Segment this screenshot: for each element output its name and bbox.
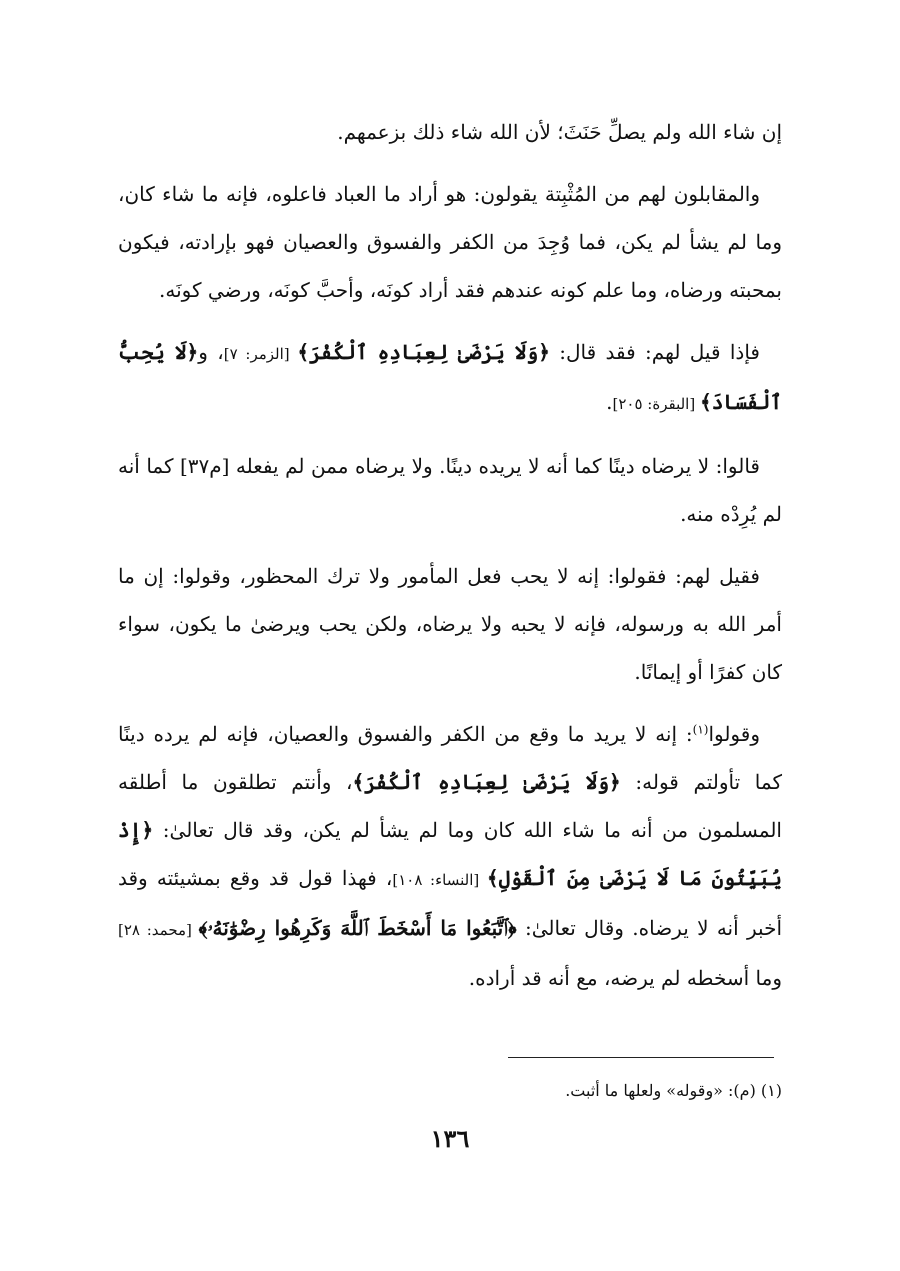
paragraph-4: قالوا: لا يرضاه دينًا كما أنه لا يريده دينًا. ولا يرضاه ممن لم يفعله [م٣٧] كما أنه لم يُرِدْه منه.	[118, 454, 782, 526]
paragraph-3-lead: فإذا قيل لهم: فقد قال:	[549, 340, 760, 364]
quran-verse-muhammad: ﴿ٱتَّبَعُوا مَا أَسْخَطَ ٱللَّهَ وَكَرِهُوا رِضْوَٰنَهُۥ﴾	[198, 916, 517, 940]
footnote-divider	[508, 1057, 774, 1058]
paragraph-3	[118, 328, 782, 428]
verse-reference-zumar: [الزمر: ٧]	[223, 345, 298, 363]
paragraph-6-lead: وقولوا	[708, 722, 760, 746]
paragraph-3-mid: ، و	[198, 340, 224, 364]
quran-verse-nisa: ﴿إِذْ يُبَيِّتُونَ مَا لَا يَرْضَىٰ مِنَ ٱلْقَوْلِ﴾	[118, 818, 782, 890]
paragraph-3-tail: .	[606, 390, 613, 414]
quran-verse-zumar: ﴿وَلَا يَرْضَىٰ لِعِبَادِهِ ٱلْكُفْرَ﴾	[297, 340, 550, 364]
paragraph-6-a: : إنه لا يريد ما وقع من الكفر والفسوق والعصيان، فإنه لم يرده دينًا كما تأولتم قوله:	[118, 722, 782, 794]
paragraph-6-c: ، فهذا قول قد وقع بمشيئته وقد أخبر أنه لا يرضاه. وقال تعالىٰ:	[118, 866, 782, 940]
footnote: (١) (م): «وقوله» ولعلها ما أثبت.	[565, 1081, 782, 1100]
paragraph-5: فقيل لهم: فقولوا: إنه لا يحب فعل المأمور ولا ترك المحظور، وقولوا: إن ما أمر الله به ورسوله، فإنه لا يحبه ولا يرضاه، ولكن يحب ويرضىٰ ما يكون، سواء كان كفرًا أو إيمانًا.	[118, 564, 782, 684]
quran-verse-zumar-repeat: ﴿وَلَا يَرْضَىٰ لِعِبَادِهِ ٱلْكُفْرَ﴾	[352, 770, 621, 794]
paragraph-6-d: وما أسخطه لم يرضه، مع أنه قد أراده.	[468, 966, 782, 990]
verse-reference-baqara: [البقرة: ٢٠٥]	[612, 395, 700, 413]
quran-verse-baqara: ﴿لَا يُحِبُّ ٱلْفَسَادَ﴾	[118, 340, 782, 414]
page-body	[118, 108, 782, 1016]
paragraph-1: إن شاء الله ولم يصلِّ حَنَثَ؛ لأن الله شاء ذلك بزعمهم.	[337, 120, 782, 144]
paragraph-2: والمقابلون لهم من المُثْبِتة يقولون: هو أراد ما العباد فاعلوه، فإنه ما شاء كان، وما لم يشأ لم يكن، فما وُجِدَ من الكفر والفسوق والعصيان فهو بإرادته، فيكون بمحبته ورضاه، وما علم كونه عندهم فقد أراد كونَه، وأحبَّ كونَه، ورضي كونَه.	[118, 182, 782, 302]
verse-reference-muhammad: [محمد: ٢٨]	[118, 921, 199, 939]
paragraph-6-b: ، وأنتم تطلقون ما أطلقه المسلمون من أنه ما شاء الله كان وما لم يشأ لم يكن، وقد قال تعالىٰ:	[118, 770, 782, 842]
paragraph-6	[118, 710, 782, 1002]
page-number: ١٣٦	[430, 1124, 470, 1153]
verse-reference-nisa: [النساء: ١٠٨]	[392, 871, 487, 889]
footnote-marker[interactable]: (١)	[692, 722, 709, 737]
